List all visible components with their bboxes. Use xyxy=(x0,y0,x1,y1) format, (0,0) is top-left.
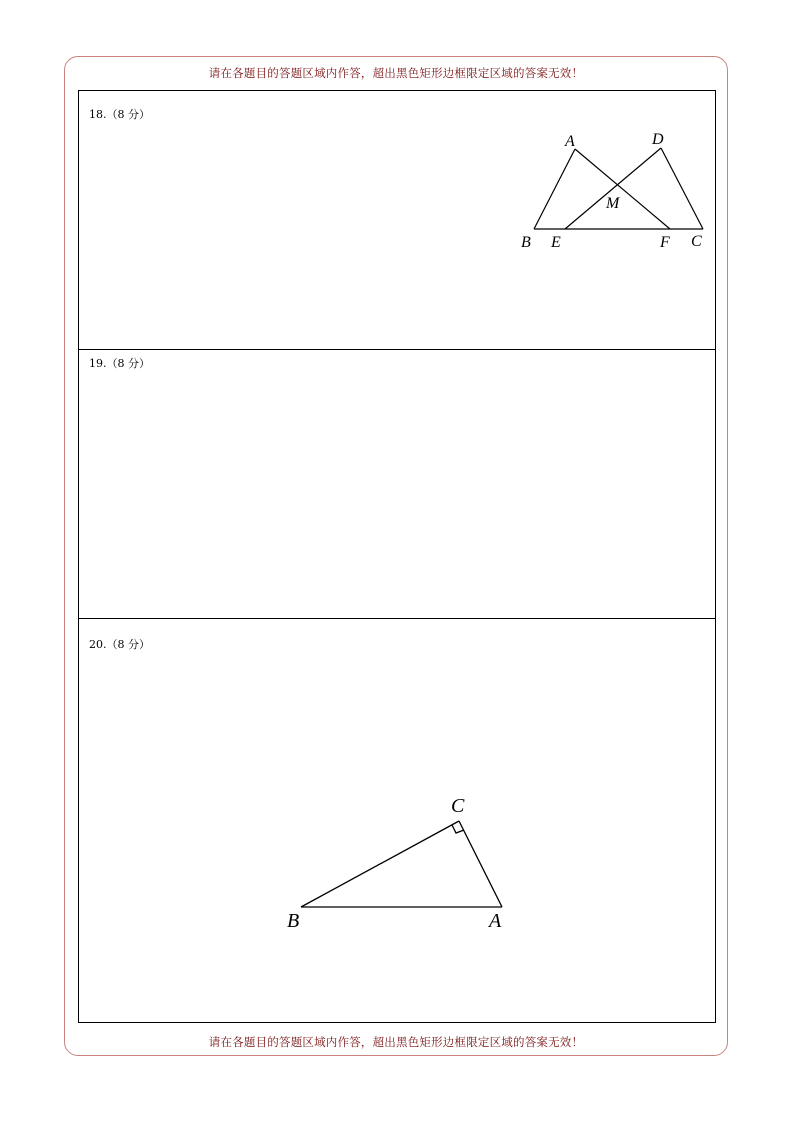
question-19-box[interactable] xyxy=(79,350,715,619)
question-18-box[interactable] xyxy=(79,91,715,350)
question-20-figure xyxy=(277,779,517,932)
question-19-number: 19. xyxy=(89,357,107,370)
question-20-number: 20. xyxy=(89,638,107,651)
header-notice: 请在各题目的答题区域内作答，超出黑色矩形边框限定区域的答案无效！ xyxy=(208,66,584,80)
label-a: A xyxy=(489,910,502,932)
segment-de xyxy=(565,148,661,229)
label-f: F xyxy=(660,234,670,251)
answer-area xyxy=(78,90,716,1023)
label-c: C xyxy=(451,795,465,817)
question-18-number: 18. xyxy=(89,108,107,121)
question-19-label xyxy=(89,355,150,371)
footer-notice: 请在各题目的答题区域内作答，超出黑色矩形边框限定区域的答案无效！ xyxy=(208,1035,584,1049)
question-18-score: （8 分） xyxy=(106,108,150,121)
label-b: B xyxy=(287,910,300,932)
label-e: E xyxy=(551,234,561,251)
question-20-label xyxy=(89,636,150,652)
label-b: B xyxy=(521,234,531,251)
label-a: A xyxy=(565,133,575,150)
question-18-label xyxy=(89,106,150,122)
segment-af xyxy=(575,149,670,229)
label-m: M xyxy=(606,195,620,212)
segment-dc xyxy=(661,148,703,229)
question-20-score: （8 分） xyxy=(106,638,150,651)
label-c: C xyxy=(691,233,702,250)
question-19-score: （8 分） xyxy=(106,357,150,370)
segment-ca xyxy=(459,821,502,907)
label-d: D xyxy=(652,131,664,148)
segment-ab xyxy=(534,149,575,229)
question-20-box[interactable] xyxy=(79,619,715,1022)
question-18-figure xyxy=(517,129,717,259)
segment-bc xyxy=(301,821,459,907)
